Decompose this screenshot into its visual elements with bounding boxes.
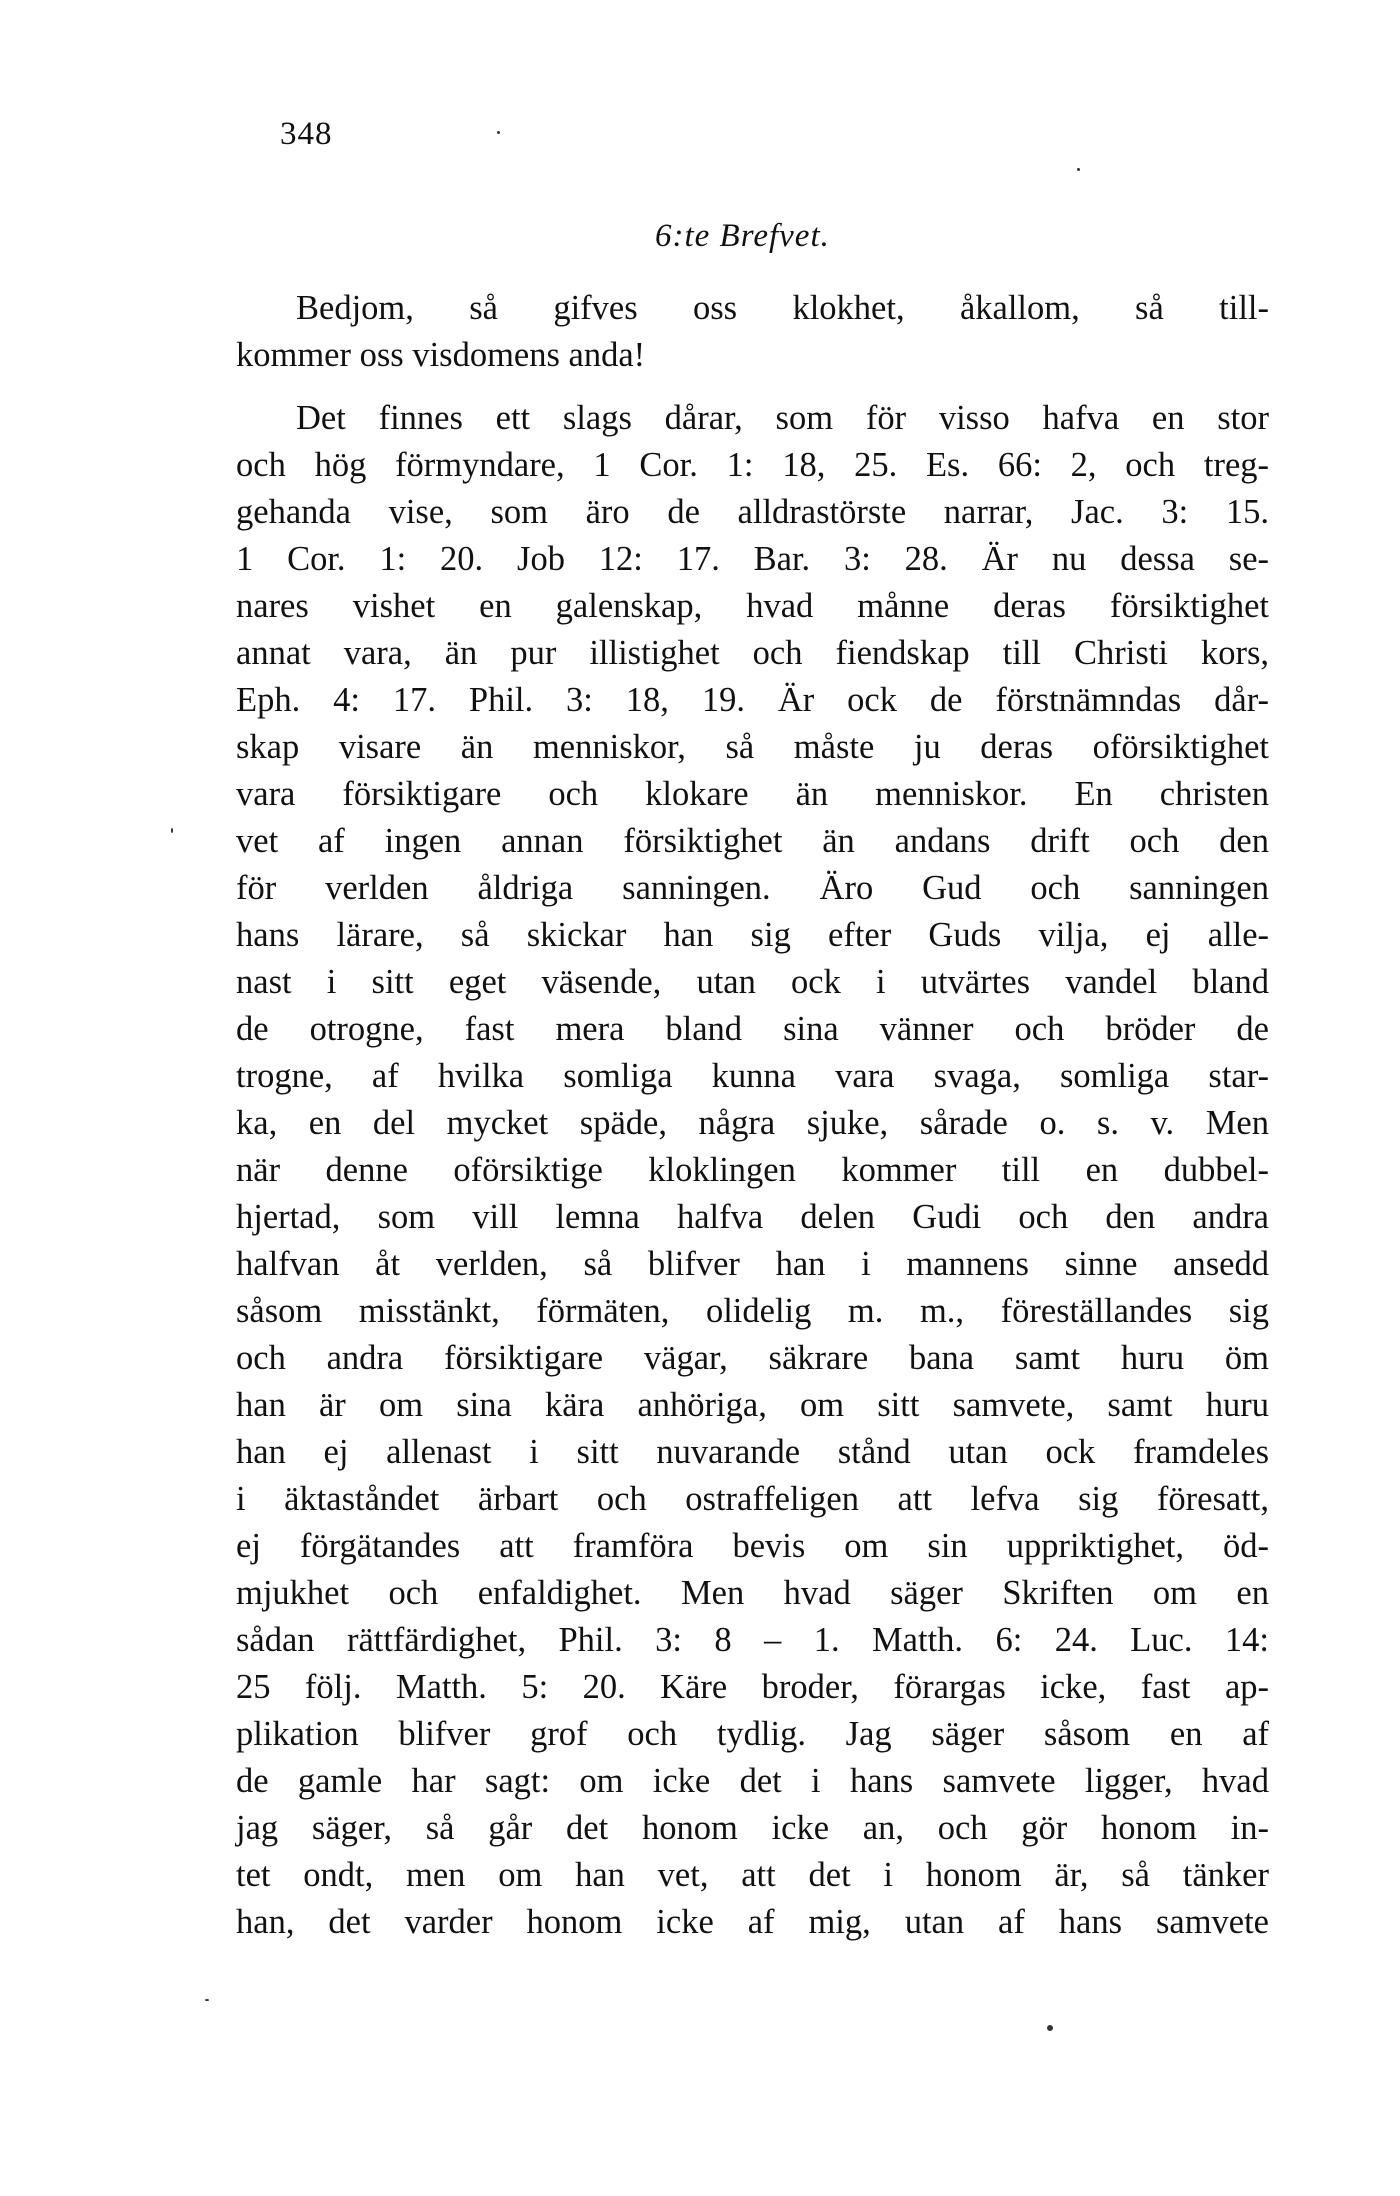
text-line: han är om sina kära anhöriga, om sitt samvete, samt huru	[236, 1386, 1269, 1424]
text-line: i äktaståndet ärbart och ostraffeligen att lefva sig föresatt,	[236, 1480, 1269, 1518]
text-line: och andra försiktigare vägar, säkrare bana samt huru öm	[236, 1339, 1269, 1377]
text-line: skap visare än menniskor, så måste ju deras oförsiktighet	[236, 728, 1269, 766]
text-line: när denne oförsiktige kloklingen kommer till en dubbel-	[236, 1151, 1269, 1189]
text-line: och hög förmyndare, 1 Cor. 1: 18, 25. Es. 66: 2, och treg-	[236, 446, 1269, 484]
text-line: trogne, af hvilka somliga kunna vara svaga, somliga star-	[236, 1057, 1269, 1095]
text-line: Eph. 4: 17. Phil. 3: 18, 19. Är ock de förstnämndas dår-	[236, 681, 1269, 719]
text-line: vara försiktigare och klokare än menniskor. En christen	[236, 775, 1269, 813]
text-line: han ej allenast i sitt nuvarande stånd utan ock framdeles	[236, 1433, 1269, 1471]
paper-speck	[1047, 2025, 1053, 2031]
text-line: de gamle har sagt: om icke det i hans samvete ligger, hvad	[236, 1762, 1269, 1800]
text-line: hans lärare, så skickar han sig efter Guds vilja, ej alle-	[236, 916, 1269, 954]
page-number: 348	[280, 116, 333, 152]
text-line: plikation blifver grof och tydlig. Jag säger såsom en af	[236, 1715, 1269, 1753]
paragraph	[236, 395, 1269, 1946]
text-line: sådan rättfärdighet, Phil. 3: 8 – 1. Matth. 6: 24. Luc. 14:	[236, 1621, 1269, 1659]
text-line: hjertad, som vill lemna halfva delen Gudi och den andra	[236, 1198, 1269, 1236]
text-line: vet af ingen annan försiktighet än andans drift och den	[236, 822, 1269, 860]
paragraph	[236, 285, 1269, 379]
paper-speck	[1077, 168, 1080, 171]
text-line: för verlden åldriga sanningen. Äro Gud och sanningen	[236, 869, 1269, 907]
text-line: tet ondt, men om han vet, att det i honom är, så tänker	[236, 1856, 1269, 1894]
text-line: de otrogne, fast mera bland sina vänner och bröder de	[236, 1010, 1269, 1048]
text-line: gehanda vise, som äro de alldrastörste narrar, Jac. 3: 15.	[236, 493, 1269, 531]
text-line: annat vara, än pur illistighet och fiendskap till Christi kors,	[236, 634, 1269, 672]
paper-speck	[171, 828, 173, 833]
body-text	[236, 285, 1269, 1946]
paper-speck	[205, 1999, 209, 2001]
text-line: han, det varder honom icke af mig, utan af hans samvete	[236, 1903, 1269, 1941]
text-line: halfvan åt verlden, så blifver han i mannens sinne ansedd	[236, 1245, 1269, 1283]
text-line: 1 Cor. 1: 20. Job 12: 17. Bar. 3: 28. Är nu dessa se-	[236, 540, 1269, 578]
section-header: 6:te Brefvet.	[655, 218, 830, 254]
text-line: mjukhet och enfaldighet. Men hvad säger Skriften om en	[236, 1574, 1269, 1612]
text-line: kommer oss visdomens anda!	[236, 336, 646, 374]
text-line: Bedjom, så gifves oss klokhet, åkallom, så till-	[296, 289, 1269, 327]
text-line: nares vishet en galenskap, hvad månne deras försiktighet	[236, 587, 1269, 625]
text-line: ej förgätandes att framföra bevis om sin uppriktighet, öd-	[236, 1527, 1269, 1565]
text-line: 25 följ. Matth. 5: 20. Käre broder, förargas icke, fast ap-	[236, 1668, 1269, 1706]
text-line: jag säger, så går det honom icke an, och gör honom in-	[236, 1809, 1269, 1847]
text-line: Det finnes ett slags dårar, som för visso hafva en stor	[296, 399, 1269, 437]
text-line: nast i sitt eget väsende, utan ock i utvärtes vandel bland	[236, 963, 1269, 1001]
paper-speck	[497, 131, 500, 134]
text-line: ka, en del mycket späde, några sjuke, sårade o. s. v. Men	[236, 1104, 1269, 1142]
text-line: såsom misstänkt, förmäten, olidelig m. m., föreställandes sig	[236, 1292, 1269, 1330]
